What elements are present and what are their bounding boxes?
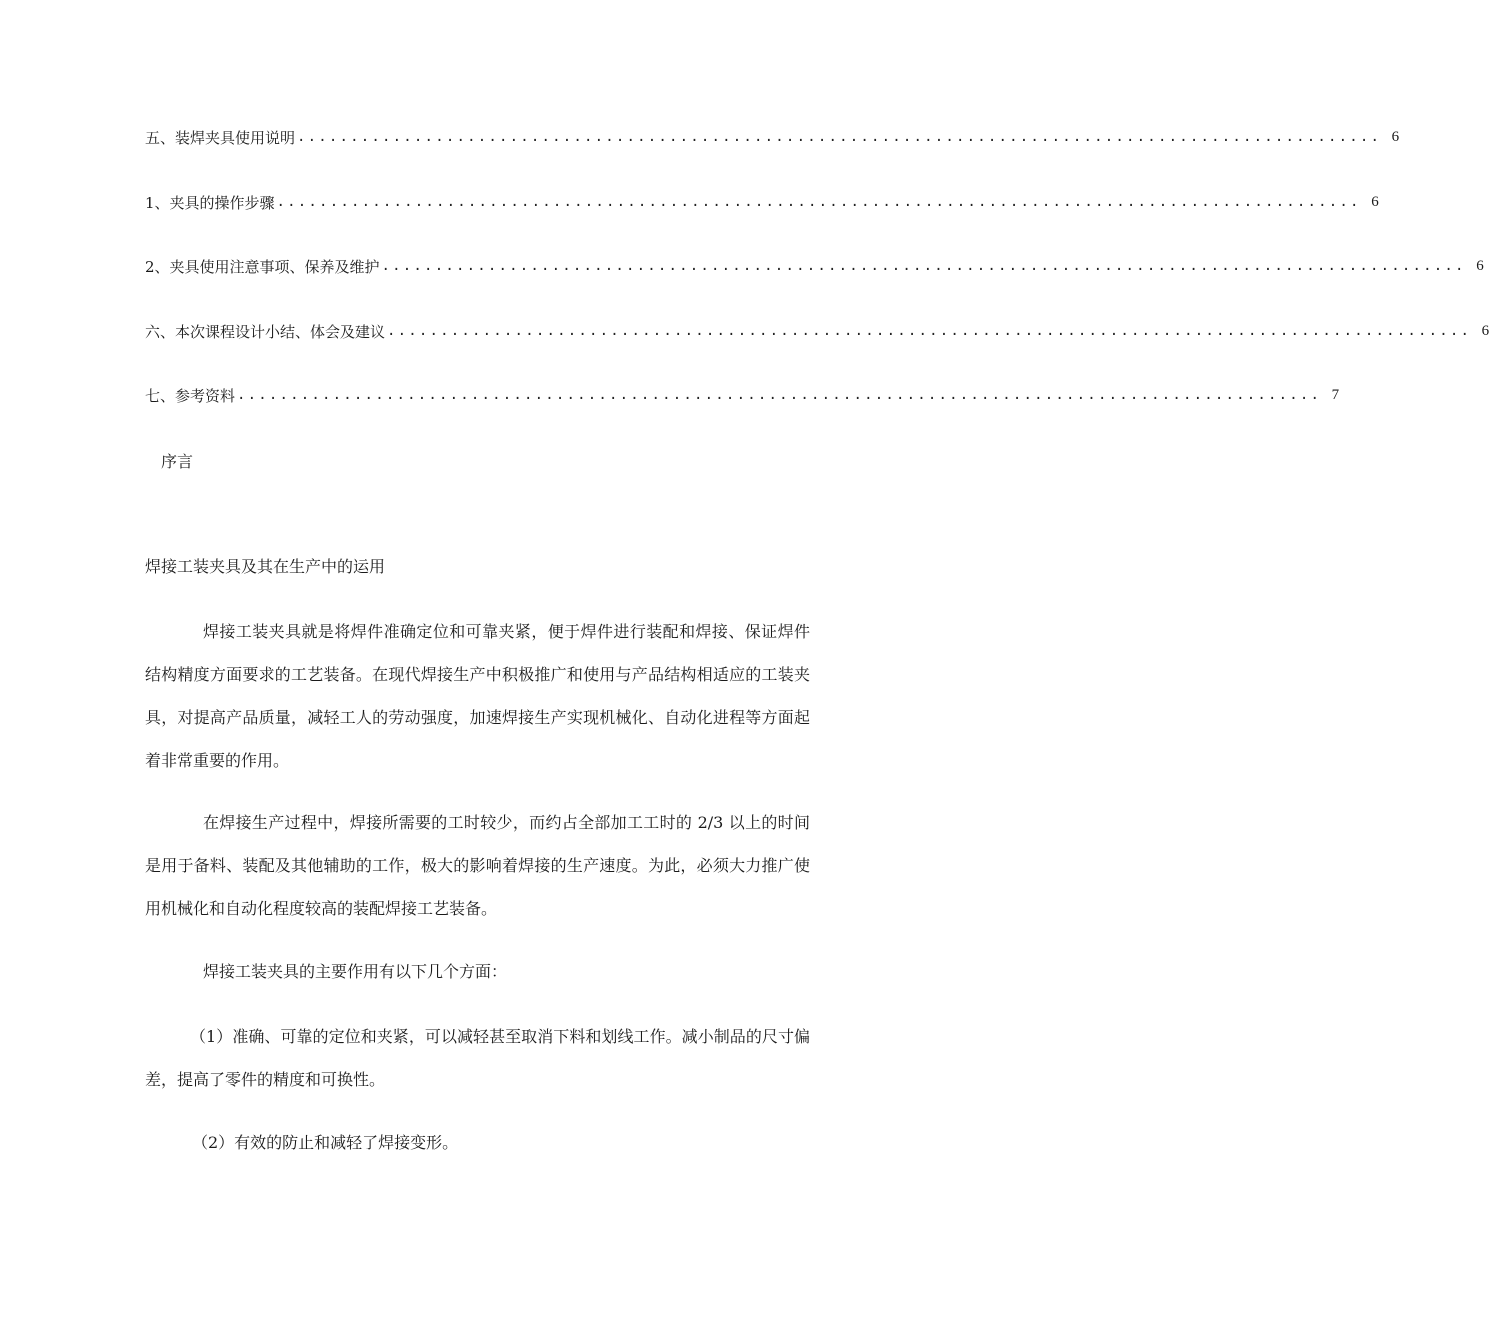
- toc-leader-dots: ......................................................................................................: [237, 387, 1322, 403]
- toc-leader-dots: ......................................................................................................: [387, 323, 1472, 339]
- toc-entry-label: 五、装焊夹具使用说明: [145, 128, 296, 147]
- toc-leader-dots: ......................................................................................................: [297, 129, 1382, 145]
- toc-entry[interactable]: [145, 125, 1400, 149]
- paragraph: 焊接工装夹具就是将焊件准确定位和可靠夹紧，便于焊件进行装配和焊接、保证焊件结构精度方面要求的工艺装备。在现代焊接生产中积极推广和使用与产品结构相适应的工装夹具，对提高产品质量，减轻工人的劳动强度，加速焊接生产实现机械化、自动化进程等方面起着非常重要的作用。: [145, 622, 810, 770]
- preface-title: 序言: [161, 452, 194, 471]
- toc-entry[interactable]: [145, 190, 1379, 214]
- paragraph: （1）准确、可靠的定位和夹紧，可以减轻甚至取消下料和划线工作。减小制品的尺寸偏差，提高了零件的精度和可换性。: [145, 1027, 810, 1089]
- paragraph: 在焊接生产过程中，焊接所需要的工时较少，而约占全部加工工时的 2/3 以上的时间是用于备料、装配及其他辅助的工作，极大的影响着焊接的生产速度。为此，必须大力推广使用机械化和自动化程度较高的装配焊接工艺装备。: [145, 813, 810, 918]
- toc-page-number: 6: [1481, 322, 1489, 339]
- paragraph: 焊接工装夹具的主要作用有以下几个方面：: [203, 962, 508, 981]
- toc-leader-dots: ......................................................................................................: [381, 258, 1466, 274]
- toc-page-number: 6: [1371, 193, 1379, 210]
- toc-entry[interactable]: [145, 383, 1340, 407]
- toc-page-number: 6: [1391, 128, 1400, 145]
- toc-entry-label: 六、本次课程设计小结、体会及建议: [145, 322, 386, 341]
- toc-page-number: 6: [1476, 257, 1484, 274]
- toc-entry[interactable]: [145, 254, 1484, 278]
- toc-entry-label: 1、夹具的操作步骤: [145, 193, 275, 212]
- paragraph: （2）有效的防止和减轻了焊接变形。: [192, 1133, 459, 1152]
- toc-entry-label: 七、参考资料: [145, 386, 236, 405]
- toc-leader-dots: ......................................................................................................: [276, 194, 1361, 210]
- toc-entry-label: 2、夹具使用注意事项、保养及维护: [145, 257, 380, 276]
- section-title: 焊接工装夹具及其在生产中的运用: [145, 557, 386, 576]
- toc-entry[interactable]: [145, 319, 1489, 343]
- toc-page-number: 7: [1331, 386, 1340, 403]
